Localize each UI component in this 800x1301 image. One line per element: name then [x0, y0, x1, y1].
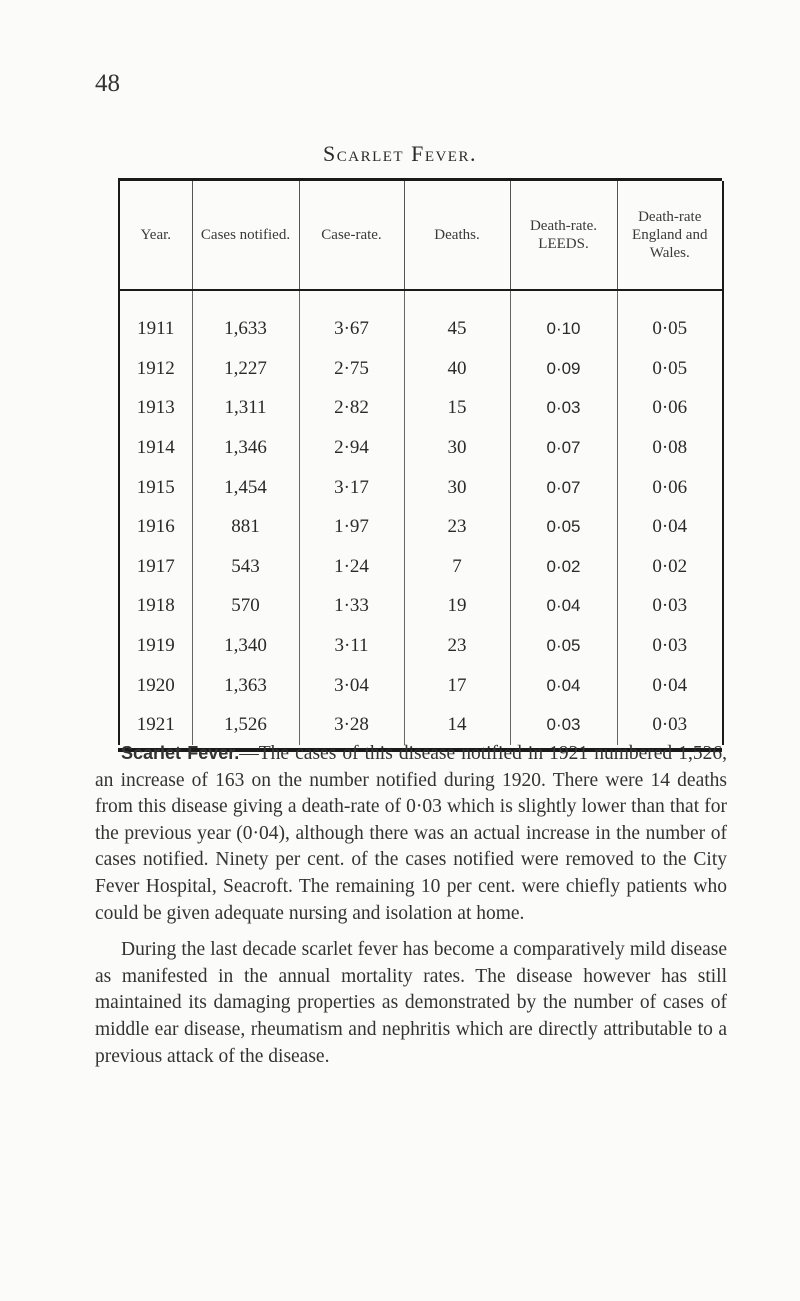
cell-year: 1912 — [119, 349, 192, 389]
cell-deaths: 45 — [404, 290, 510, 349]
cell-death-rate-leeds: 0·07 — [510, 468, 617, 508]
page-number: 48 — [95, 70, 120, 97]
table-row — [119, 587, 723, 627]
cell-deaths: 14 — [404, 705, 510, 745]
table-row — [119, 666, 723, 706]
cell-cases-notified: 881 — [192, 507, 299, 547]
cell-death-rate-england-wales: 0·03 — [617, 587, 723, 627]
body-text — [95, 740, 727, 1070]
cell-death-rate-leeds: 0·03 — [510, 389, 617, 429]
cell-death-rate-leeds: 0·03 — [510, 705, 617, 745]
cell-death-rate-england-wales: 0·04 — [617, 666, 723, 706]
cell-cases-notified: 1,633 — [192, 290, 299, 349]
cell-year: 1919 — [119, 626, 192, 666]
table-row — [119, 507, 723, 547]
cell-case-rate: 3·67 — [299, 290, 404, 349]
header-death-rate-england-wales: Death-rate England and Wales. — [617, 181, 723, 290]
cell-deaths: 40 — [404, 349, 510, 389]
cell-cases-notified: 543 — [192, 547, 299, 587]
cell-death-rate-england-wales: 0·05 — [617, 290, 723, 349]
cell-deaths: 30 — [404, 428, 510, 468]
cell-case-rate: 1·24 — [299, 547, 404, 587]
scarlet-fever-table — [118, 181, 724, 745]
table-row — [119, 389, 723, 429]
cell-death-rate-leeds: 0·05 — [510, 507, 617, 547]
cell-year: 1913 — [119, 389, 192, 429]
table-body — [119, 290, 723, 745]
cell-cases-notified: 1,227 — [192, 349, 299, 389]
cell-year: 1920 — [119, 666, 192, 706]
table-row — [119, 705, 723, 745]
cell-deaths: 30 — [404, 468, 510, 508]
cell-case-rate: 3·28 — [299, 705, 404, 745]
paragraph-1 — [95, 740, 727, 927]
cell-death-rate-england-wales: 0·02 — [617, 547, 723, 587]
header-case-rate: Case-rate. — [299, 181, 404, 290]
cell-death-rate-england-wales: 0·06 — [617, 389, 723, 429]
cell-death-rate-england-wales: 0·06 — [617, 468, 723, 508]
header-year: Year. — [119, 181, 192, 290]
cell-death-rate-leeds: 0·07 — [510, 428, 617, 468]
cell-case-rate: 2·82 — [299, 389, 404, 429]
paragraph-heading: Scarlet Fever. — [121, 743, 240, 763]
cell-case-rate: 3·17 — [299, 468, 404, 508]
table-row — [119, 626, 723, 666]
header-cases-notified: Cases notified. — [192, 181, 299, 290]
cell-year: 1916 — [119, 507, 192, 547]
cell-deaths: 19 — [404, 587, 510, 627]
cell-deaths: 7 — [404, 547, 510, 587]
table-row — [119, 349, 723, 389]
cell-year: 1911 — [119, 290, 192, 349]
cell-case-rate: 2·75 — [299, 349, 404, 389]
cell-death-rate-england-wales: 0·04 — [617, 507, 723, 547]
cell-deaths: 15 — [404, 389, 510, 429]
cell-cases-notified: 1,340 — [192, 626, 299, 666]
cell-cases-notified: 1,363 — [192, 666, 299, 706]
cell-death-rate-england-wales: 0·08 — [617, 428, 723, 468]
section-title: Scarlet Fever. — [323, 141, 477, 166]
table-row — [119, 428, 723, 468]
table-row — [119, 547, 723, 587]
header-deaths: Deaths. — [404, 181, 510, 290]
cell-cases-notified: 1,311 — [192, 389, 299, 429]
cell-case-rate: 1·97 — [299, 507, 404, 547]
statistics-table — [118, 178, 722, 752]
table-row — [119, 290, 723, 349]
cell-case-rate: 2·94 — [299, 428, 404, 468]
cell-death-rate-leeds: 0·09 — [510, 349, 617, 389]
paragraph-2-text: During the last decade scarlet fever has become a comparatively mild disease as manifested in the annual mortality rates. The disease however has still maintained its damaging properties as demonstrated by the number of cases of middle ear disease, rheumatism and nephritis which are directly attributable to a previous attack of the disease. — [95, 939, 727, 1067]
cell-deaths: 17 — [404, 666, 510, 706]
cell-year: 1921 — [119, 705, 192, 745]
paragraph-2 — [95, 937, 727, 1070]
cell-death-rate-leeds: 0·05 — [510, 626, 617, 666]
cell-death-rate-leeds: 0·10 — [510, 290, 617, 349]
cell-death-rate-england-wales: 0·03 — [617, 705, 723, 745]
cell-deaths: 23 — [404, 626, 510, 666]
cell-year: 1918 — [119, 587, 192, 627]
cell-death-rate-england-wales: 0·03 — [617, 626, 723, 666]
cell-case-rate: 1·33 — [299, 587, 404, 627]
cell-case-rate: 3·11 — [299, 626, 404, 666]
paragraph-1-text: —The cases of this disease notified in 1921 numbered 1,526, an increase of 163 on the number notified during 1920. There were 14 deaths from this disease giving a death-rate of 0·03 which is slightly lower than that for the previous year (0·04), although there was an actual increase in the number of cases notified. Ninety per cent. of the cases notified were removed to the City Fever Hospital, Seacroft. The remaining 10 per cent. were chiefly patients who could be given adequate nursing and isolation at home. — [95, 743, 727, 924]
cell-cases-notified: 570 — [192, 587, 299, 627]
cell-case-rate: 3·04 — [299, 666, 404, 706]
cell-cases-notified: 1,454 — [192, 468, 299, 508]
cell-death-rate-leeds: 0·02 — [510, 547, 617, 587]
cell-deaths: 23 — [404, 507, 510, 547]
cell-cases-notified: 1,346 — [192, 428, 299, 468]
cell-death-rate-england-wales: 0·05 — [617, 349, 723, 389]
cell-year: 1915 — [119, 468, 192, 508]
cell-year: 1917 — [119, 547, 192, 587]
header-death-rate-leeds: Death-rate. LEEDS. — [510, 181, 617, 290]
cell-death-rate-leeds: 0·04 — [510, 587, 617, 627]
table-row — [119, 468, 723, 508]
table-header-row — [119, 181, 723, 290]
cell-year: 1914 — [119, 428, 192, 468]
cell-cases-notified: 1,526 — [192, 705, 299, 745]
cell-death-rate-leeds: 0·04 — [510, 666, 617, 706]
